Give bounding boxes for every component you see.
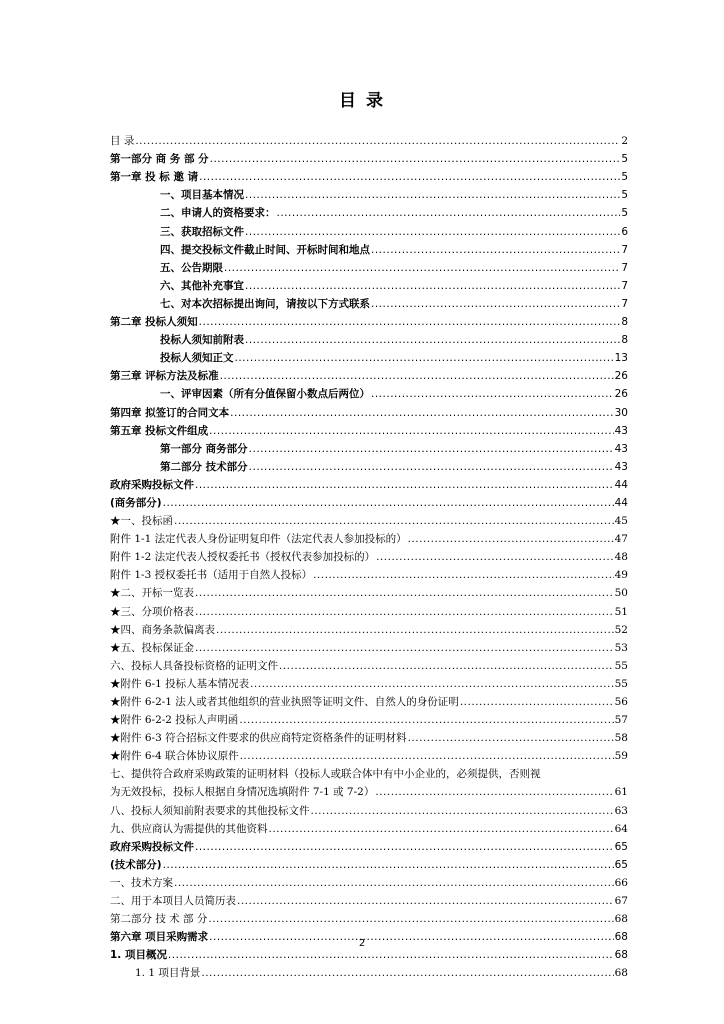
toc-dot-leader <box>371 243 620 257</box>
toc-entry-page: 63 <box>614 804 628 817</box>
toc-entry[interactable] <box>110 311 628 329</box>
toc-entry-page: 8 <box>621 316 628 329</box>
toc-entry-label: 1. 项目概况 <box>110 949 167 962</box>
toc-entry-page: 59 <box>614 750 628 763</box>
toc-dot-leader <box>240 749 614 763</box>
toc-dot-leader <box>230 406 613 420</box>
toc-entry[interactable] <box>110 438 628 456</box>
toc-entry-page: 30 <box>614 406 628 419</box>
toc-entry-label: ★附件 6-2-2 投标人声明函 <box>110 714 239 727</box>
toc-dot-leader <box>220 369 614 383</box>
toc-entry-label: 九、供应商认为需提供的其他资料 <box>110 822 268 835</box>
toc-dot-leader <box>195 641 614 655</box>
toc-entry-label: 第六章 项目采购需求 <box>110 931 209 944</box>
toc-entry[interactable] <box>110 184 628 202</box>
toc-entry[interactable] <box>110 510 628 528</box>
toc-dot-leader <box>163 496 614 510</box>
toc-entry-page: 49 <box>614 569 628 582</box>
toc-dot-leader <box>195 586 614 600</box>
toc-entry-page: 44 <box>614 496 628 509</box>
toc-entry[interactable] <box>110 854 628 872</box>
toc-entry-page: 45 <box>614 515 628 528</box>
toc-entry-label: ★一、投标函 <box>110 515 173 528</box>
toc-dot-leader <box>195 478 614 492</box>
toc-entry-label: ★附件 6-2-1 法人或者其他组织的营业执照等证明文件、自然人的身份证明 <box>110 696 459 708</box>
toc-entry-page: 68 <box>614 931 628 944</box>
toc-entry[interactable] <box>110 220 628 238</box>
toc-entry-label: 附件 1-3 授权委托书（适用于自然人投标） <box>110 569 313 582</box>
toc-entry-page: 65 <box>614 840 628 853</box>
toc-entry-page: 5 <box>621 189 628 202</box>
toc-entry[interactable] <box>110 890 628 908</box>
toc-entry-label: 第四章 拟签订的合同文本 <box>110 406 230 419</box>
toc-dot-leader <box>460 695 614 709</box>
toc-entry-page: 65 <box>614 858 628 871</box>
toc-entry[interactable] <box>110 456 628 474</box>
toc-entry[interactable] <box>110 691 628 709</box>
toc-dot-leader <box>201 966 613 980</box>
toc-entry[interactable] <box>110 257 628 275</box>
toc-entry-page: 13 <box>614 352 628 365</box>
toc-dot-leader <box>224 261 620 275</box>
toc-entry-label: ★附件 6-4 联合体协议原件 <box>110 750 239 763</box>
toc-entry-label: 第五章 投标文件组成 <box>110 424 209 437</box>
toc-entry[interactable] <box>110 166 628 184</box>
table-of-contents <box>110 130 628 980</box>
toc-entry-label: 一、项目基本情况 <box>160 189 244 202</box>
toc-entry[interactable] <box>110 655 628 673</box>
toc-entry-label: (商务部分) <box>110 496 162 509</box>
toc-entry-label: 投标人须知前附表 <box>160 334 244 347</box>
toc-dot-leader <box>195 840 614 854</box>
toc-dot-leader <box>245 188 620 202</box>
toc-entry[interactable] <box>110 383 628 401</box>
toc-entry[interactable] <box>110 799 628 817</box>
toc-entry[interactable] <box>110 709 628 727</box>
toc-entry-page: 47 <box>614 533 628 546</box>
toc-entry[interactable] <box>110 836 628 854</box>
toc-dot-leader <box>168 948 614 962</box>
toc-entry-page: 67 <box>614 895 628 908</box>
page-number: 2 <box>358 938 366 949</box>
toc-entry[interactable] <box>110 148 628 166</box>
toc-entry-page: 48 <box>614 551 628 564</box>
toc-dot-leader <box>216 623 614 637</box>
toc-entry-label: 第一章 投 标 邀 请 <box>110 171 199 184</box>
toc-entry-label: ★四、商务条款偏离表 <box>110 623 215 636</box>
toc-entry-label: 一、技术方案 <box>110 876 173 889</box>
toc-dot-leader <box>245 333 620 347</box>
toc-entry-page: 64 <box>614 822 628 835</box>
toc-entry-page: 43 <box>614 442 628 455</box>
toc-entry[interactable] <box>110 474 628 492</box>
toc-dot-leader <box>249 442 614 456</box>
toc-dot-leader <box>195 605 614 619</box>
toc-entry-page: 7 <box>621 297 628 310</box>
toc-entry-page: 68 <box>614 949 628 962</box>
toc-entry-wrapped-line1[interactable] <box>110 763 628 781</box>
toc-entry-label: 六、投标人具备投标资格的证明文件 <box>110 659 278 672</box>
toc-dot-leader <box>376 550 614 564</box>
toc-entry-page: 7 <box>621 261 628 274</box>
toc-entry-label: 四、提交投标文件截止时间、开标时间和地点 <box>160 243 370 256</box>
toc-entry-page: 55 <box>614 677 628 690</box>
toc-entry-label: 三、获取招标文件 <box>160 225 244 238</box>
toc-entry-page: 5 <box>621 153 628 166</box>
toc-entry[interactable] <box>110 365 628 383</box>
toc-dot-leader <box>245 279 620 293</box>
toc-dot-leader <box>135 134 620 148</box>
toc-entry-page: 68 <box>614 913 628 926</box>
toc-entry-page: 7 <box>621 279 628 292</box>
toc-dot-leader <box>250 677 614 691</box>
toc-entry-page: 26 <box>614 388 628 401</box>
toc-entry-label: 八、投标人须知前附表要求的其他投标文件 <box>110 804 310 817</box>
toc-entry-label: ★附件 6-1 投标人基本情况表 <box>110 677 250 690</box>
toc-entry-label: 政府采购投标文件 <box>110 478 194 491</box>
toc-entry-page: 2 <box>621 135 628 148</box>
toc-entry[interactable] <box>110 582 628 600</box>
toc-dot-leader <box>208 912 613 926</box>
toc-dot-leader <box>209 424 613 438</box>
toc-entry-label: 第二部分 技 术 部 分 <box>110 913 208 926</box>
toc-entry[interactable] <box>110 275 628 293</box>
toc-entry-label: 第二章 投标人须知 <box>110 316 198 329</box>
toc-entry[interactable] <box>110 492 628 510</box>
toc-dot-leader <box>210 152 621 166</box>
toc-entry-label: 七、提供符合政府采购政策的证明材料（投标人或联合体中有中小企业的，必须提供，否则视 <box>110 768 541 781</box>
toc-entry-page: 57 <box>614 714 628 727</box>
toc-dot-leader <box>279 659 614 673</box>
toc-entry-page: 5 <box>621 171 628 184</box>
toc-entry-label: 投标人须知正文 <box>160 352 234 365</box>
toc-entry[interactable] <box>110 908 628 926</box>
toc-entry-page: 58 <box>614 732 628 745</box>
toc-dot-leader <box>371 297 620 311</box>
toc-entry[interactable] <box>110 239 628 257</box>
toc-entry[interactable] <box>110 420 628 438</box>
toc-entry[interactable] <box>110 745 628 763</box>
toc-entry-label: 第三章 评标方法及标准 <box>110 370 219 383</box>
toc-entry-label: 二、用于本项目人员简历表 <box>110 895 236 908</box>
toc-entry-label: 为无效投标，投标人根据自身情况选填附件 7-1 或 7-2） <box>110 786 375 799</box>
toc-entry[interactable] <box>110 637 628 655</box>
toc-entry-page: 61 <box>614 786 628 799</box>
toc-dot-leader <box>235 351 614 365</box>
toc-dot-leader <box>174 876 614 890</box>
toc-entry-page: 68 <box>614 967 628 980</box>
toc-dot-leader <box>371 387 614 401</box>
toc-dot-leader <box>313 568 614 582</box>
toc-entry[interactable] <box>110 872 628 890</box>
toc-entry-label: 七、对本次招标提出询问，请按以下方式联系 <box>160 297 370 310</box>
toc-entry[interactable] <box>110 818 628 836</box>
toc-entry-label: 政府采购投标文件 <box>110 840 194 853</box>
toc-entry-page: 51 <box>614 605 628 618</box>
toc-dot-leader <box>245 225 620 239</box>
toc-dot-leader <box>237 894 614 908</box>
toc-dot-leader <box>408 532 614 546</box>
toc-dot-leader <box>199 170 620 184</box>
toc-entry[interactable] <box>110 673 628 691</box>
toc-entry-page: 55 <box>614 659 628 672</box>
toc-entry-label: (技术部分) <box>110 858 162 871</box>
toc-entry-page: 53 <box>614 641 628 654</box>
toc-dot-leader <box>239 713 613 727</box>
toc-entry-label: ★二、开标一览表 <box>110 587 194 600</box>
toc-entry-wrapped-line2[interactable] <box>110 781 628 799</box>
toc-entry[interactable] <box>110 130 628 148</box>
toc-entry[interactable] <box>110 564 628 582</box>
toc-entry-label: 附件 1-1 法定代表人身份证明复印件（法定代表人参加投标的） <box>110 533 407 546</box>
toc-entry-label: 六、其他补充事宜 <box>160 279 244 292</box>
toc-entry[interactable] <box>110 619 628 637</box>
toc-entry-label: 二、申请人的资格要求： <box>160 207 276 220</box>
toc-dot-leader <box>174 514 614 528</box>
toc-entry-label: 一、评审因素（所有分值保留小数点后两位） <box>160 388 370 401</box>
toc-entry-page: 66 <box>614 876 628 889</box>
toc-entry-page: 43 <box>614 424 628 437</box>
toc-entry[interactable] <box>110 600 628 618</box>
toc-entry-label: 1. 1 项目背景 <box>135 967 201 980</box>
toc-entry-label: ★附件 6-3 符合招标文件要求的供应商特定资格条件的证明材料 <box>110 732 407 745</box>
toc-entry[interactable] <box>110 329 628 347</box>
page-title: 目 录 <box>339 91 385 111</box>
toc-dot-leader <box>375 785 613 799</box>
toc-dot-leader <box>408 731 614 745</box>
toc-entry-page: 6 <box>621 225 628 238</box>
toc-entry-label: 第一部分 商 务 部 分 <box>110 153 209 166</box>
toc-dot-leader <box>163 858 614 872</box>
toc-entry-label: 第一部分 商务部分 <box>160 442 248 455</box>
toc-entry[interactable] <box>110 347 628 365</box>
toc-entry-page: 26 <box>614 370 628 383</box>
toc-entry[interactable] <box>110 401 628 419</box>
toc-entry-page: 7 <box>621 243 628 256</box>
toc-entry-label: 五、公告期限 <box>160 261 223 274</box>
toc-dot-leader <box>249 460 614 474</box>
toc-entry[interactable] <box>110 528 628 546</box>
toc-entry-label: ★三、分项价格表 <box>110 605 194 618</box>
toc-entry[interactable] <box>110 293 628 311</box>
toc-entry[interactable] <box>110 546 628 564</box>
toc-entry-label: 附件 1-2 法定代表人授权委托书（授权代表参加投标的） <box>110 551 376 564</box>
toc-entry-label: 第二部分 技术部分 <box>160 460 248 473</box>
toc-entry-page: 56 <box>614 696 628 708</box>
toc-entry-page: 50 <box>614 587 628 600</box>
toc-entry-label: ★五、投标保证金 <box>110 641 194 654</box>
toc-entry[interactable] <box>110 202 628 220</box>
toc-dot-leader <box>311 804 614 818</box>
toc-entry-page: 5 <box>621 207 628 220</box>
toc-entry[interactable] <box>110 962 628 980</box>
toc-entry-page: 52 <box>614 623 628 636</box>
toc-dot-leader <box>277 206 621 220</box>
toc-entry-page: 8 <box>621 334 628 347</box>
toc-dot-leader <box>269 822 614 836</box>
toc-entry-label: 目 录 <box>110 135 135 148</box>
toc-dot-leader <box>199 315 621 329</box>
toc-entry-page: 43 <box>614 460 628 473</box>
toc-entry-page: 44 <box>614 478 628 491</box>
toc-entry[interactable] <box>110 727 628 745</box>
